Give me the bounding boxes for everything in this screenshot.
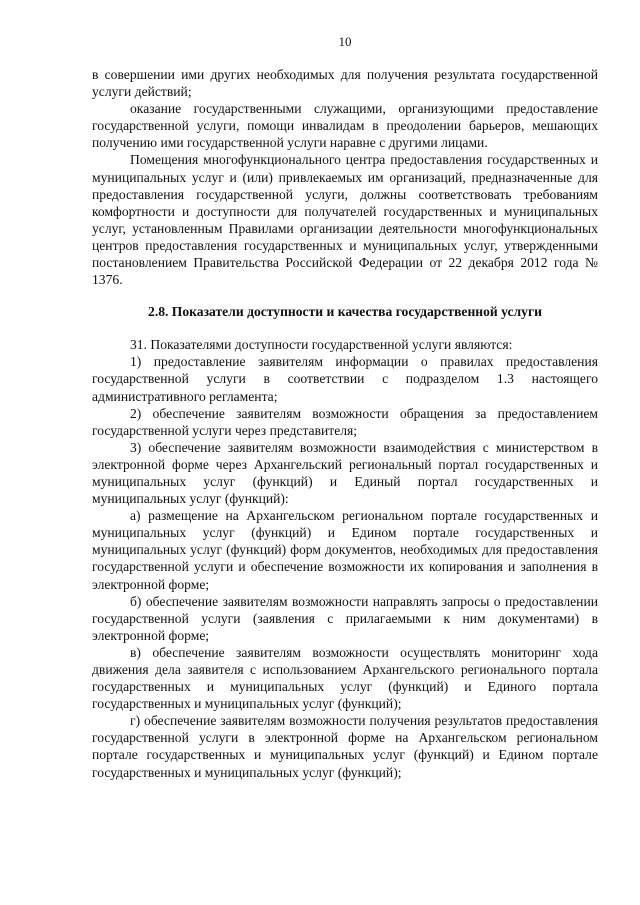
- paragraph-assistance-disabled: оказание государственными служащими, организующими предоставление государственной услуги, помощи инвалидам в преодолении барьеров, мешающих получению ими государственной услуги наравне с другими лицами.: [92, 101, 598, 151]
- paragraph-item-a: а) размещение на Архангельском региональном портале государственных и муниципальных услуг (функций) и Едином портале государственных и муниципальных услуг (функций) форм документов, необходимых для предоставления государственной услуги и обеспечение возможности их копирования и заполнения в электронной форме;: [92, 508, 598, 592]
- page-number: 10: [338, 34, 352, 49]
- paragraph-item-2: 2) обеспечение заявителям возможности обращения за предоставлением государственной услуги через представителя;: [92, 405, 598, 438]
- paragraph-item-b: б) обеспечение заявителям возможности направлять запросы о предоставлении государственной услуги (заявления с прилагаемыми к ним документами) в электронной форме;: [92, 593, 598, 643]
- paragraph-item-v: в) обеспечение заявителям возможности осуществлять мониторинг хода движения дела заявителя с использованием Архангельского регионального портала государственных и муниципальных услуг (функций) и Единого портала государственных и муниципальных услуг (функций);: [92, 644, 598, 712]
- paragraph-item-1: 1) предоставление заявителям информации о правилах предоставления государственной услуги в соответствии с подразделом 1.3 настоящего административного регламента;: [92, 354, 598, 404]
- document-page: [92, 34, 598, 781]
- paragraph-continuation: в совершении ими других необходимых для получения результата государственной услуги действий;: [92, 67, 598, 100]
- paragraph-mfc-premises: Помещения многофункционального центра предоставления государственных и муниципальных услуг и (или) привлекаемых им организаций, предназначенные для предоставления государственной услуги, должны соответствовать требованиям комфортности и доступности для получателей государственных и муниципальных услуг, установленным Правилами организации деятельности многофункциональных центров предоставления государственных и муниципальных услуг, утвержденными постановлением Правительства Российской Федерации от 22 декабря 2012 года № 1376.: [92, 152, 598, 288]
- paragraph-item-3: 3) обеспечение заявителям возможности взаимодействия с министерством в электронной форме через Архангельский региональный портал государственных и муниципальных услуг (функций) и Единый портал государственных и муниципальных услуг (функций):: [92, 439, 598, 507]
- paragraph-item-g: г) обеспечение заявителям возможности получения результатов предоставления государственной услуги в электронной форме на Архангельском региональном портале государственных и муниципальных услуг (функций) и Едином портале государственных и муниципальных услуг (функций);: [92, 713, 598, 780]
- section-heading: 2.8. Показатели доступности и качества государственной услуги: [148, 304, 542, 320]
- paragraph-item-31: 31. Показателями доступности государственной услуги являются:: [130, 337, 513, 353]
